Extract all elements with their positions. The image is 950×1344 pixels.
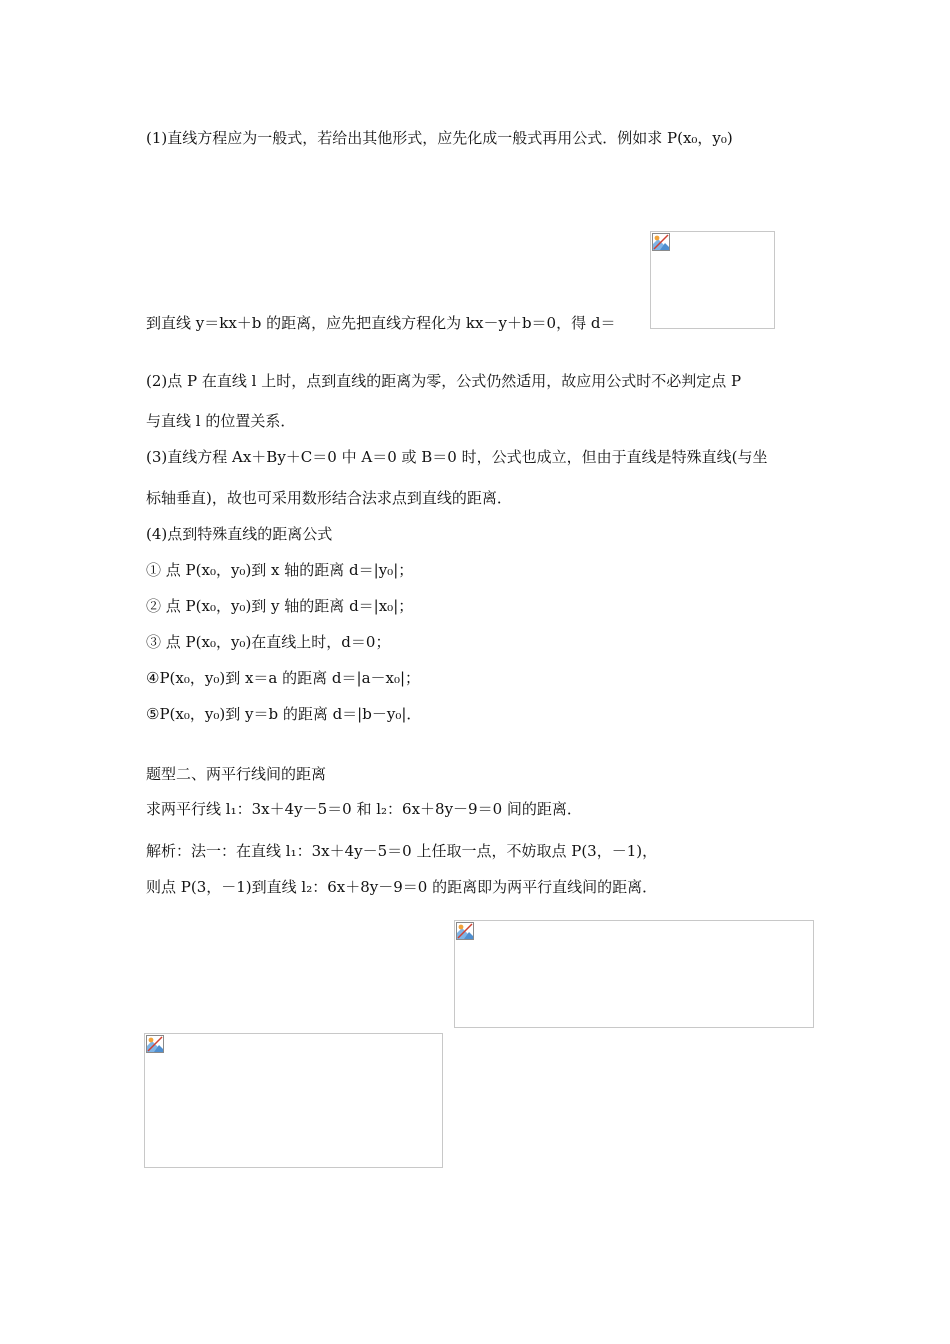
- section2-line2: 与直线 l 的位置关系．: [146, 412, 296, 430]
- section3-line2: 标轴垂直)，故也可采用数形结合法求点到直线的距离．: [146, 489, 512, 507]
- broken-image-icon: [146, 1035, 164, 1053]
- section2-line1: (2)点 P 在直线 l 上时，点到直线的距离为零，公式仍然适用，故应用公式时不必判定点 P: [146, 372, 742, 390]
- section4-item: ① 点 P(x₀，y₀)到 x 轴的距离 d＝|y₀|；: [146, 561, 414, 579]
- problem-heading: 题型二、两平行线间的距离: [146, 765, 327, 783]
- section4-item: ④P(x₀，y₀)到 x＝a 的距离 d＝|a－x₀|；: [146, 669, 421, 687]
- section3-line1: (3)直线方程 Ax＋By＋C＝0 中 A＝0 或 B＝0 时，公式也成立，但由于直线是特殊直线(与坐: [146, 448, 768, 466]
- broken-image-icon: [456, 922, 474, 940]
- section4-item: ② 点 P(x₀，y₀)到 y 轴的距离 d＝|x₀|；: [146, 597, 414, 615]
- section1-line2: 到直线 y＝kx＋b 的距离，应先把直线方程化为 kx－y＋b＝0，得 d＝: [146, 314, 616, 332]
- section1-line1: (1)直线方程应为一般式，若给出其他形式，应先化成一般式再用公式．例如求 P(x₀，y₀): [146, 129, 733, 147]
- formula-image-1: [650, 231, 775, 329]
- formula-image-2: [454, 920, 814, 1028]
- formula-image-3: [144, 1033, 443, 1168]
- solution-line1: 解析：法一：在直线 l₁：3x＋4y－5＝0 上任取一点，不妨取点 P(3，－1)，: [146, 842, 658, 860]
- solution-line2: 则点 P(3，－1)到直线 l₂：6x＋8y－9＝0 的距离即为两平行直线间的距离．: [146, 878, 658, 896]
- section4-item: ⑤P(x₀，y₀)到 y＝b 的距离 d＝|b－y₀|．: [146, 705, 422, 723]
- section4-item: ③ 点 P(x₀，y₀)在直线上时，d＝0；: [146, 633, 391, 651]
- problem-question: 求两平行线 l₁：3x＋4y－5＝0 和 l₂：6x＋8y－9＝0 间的距离．: [146, 800, 582, 818]
- section4-title: (4)点到特殊直线的距离公式: [146, 525, 333, 543]
- broken-image-icon: [652, 233, 670, 251]
